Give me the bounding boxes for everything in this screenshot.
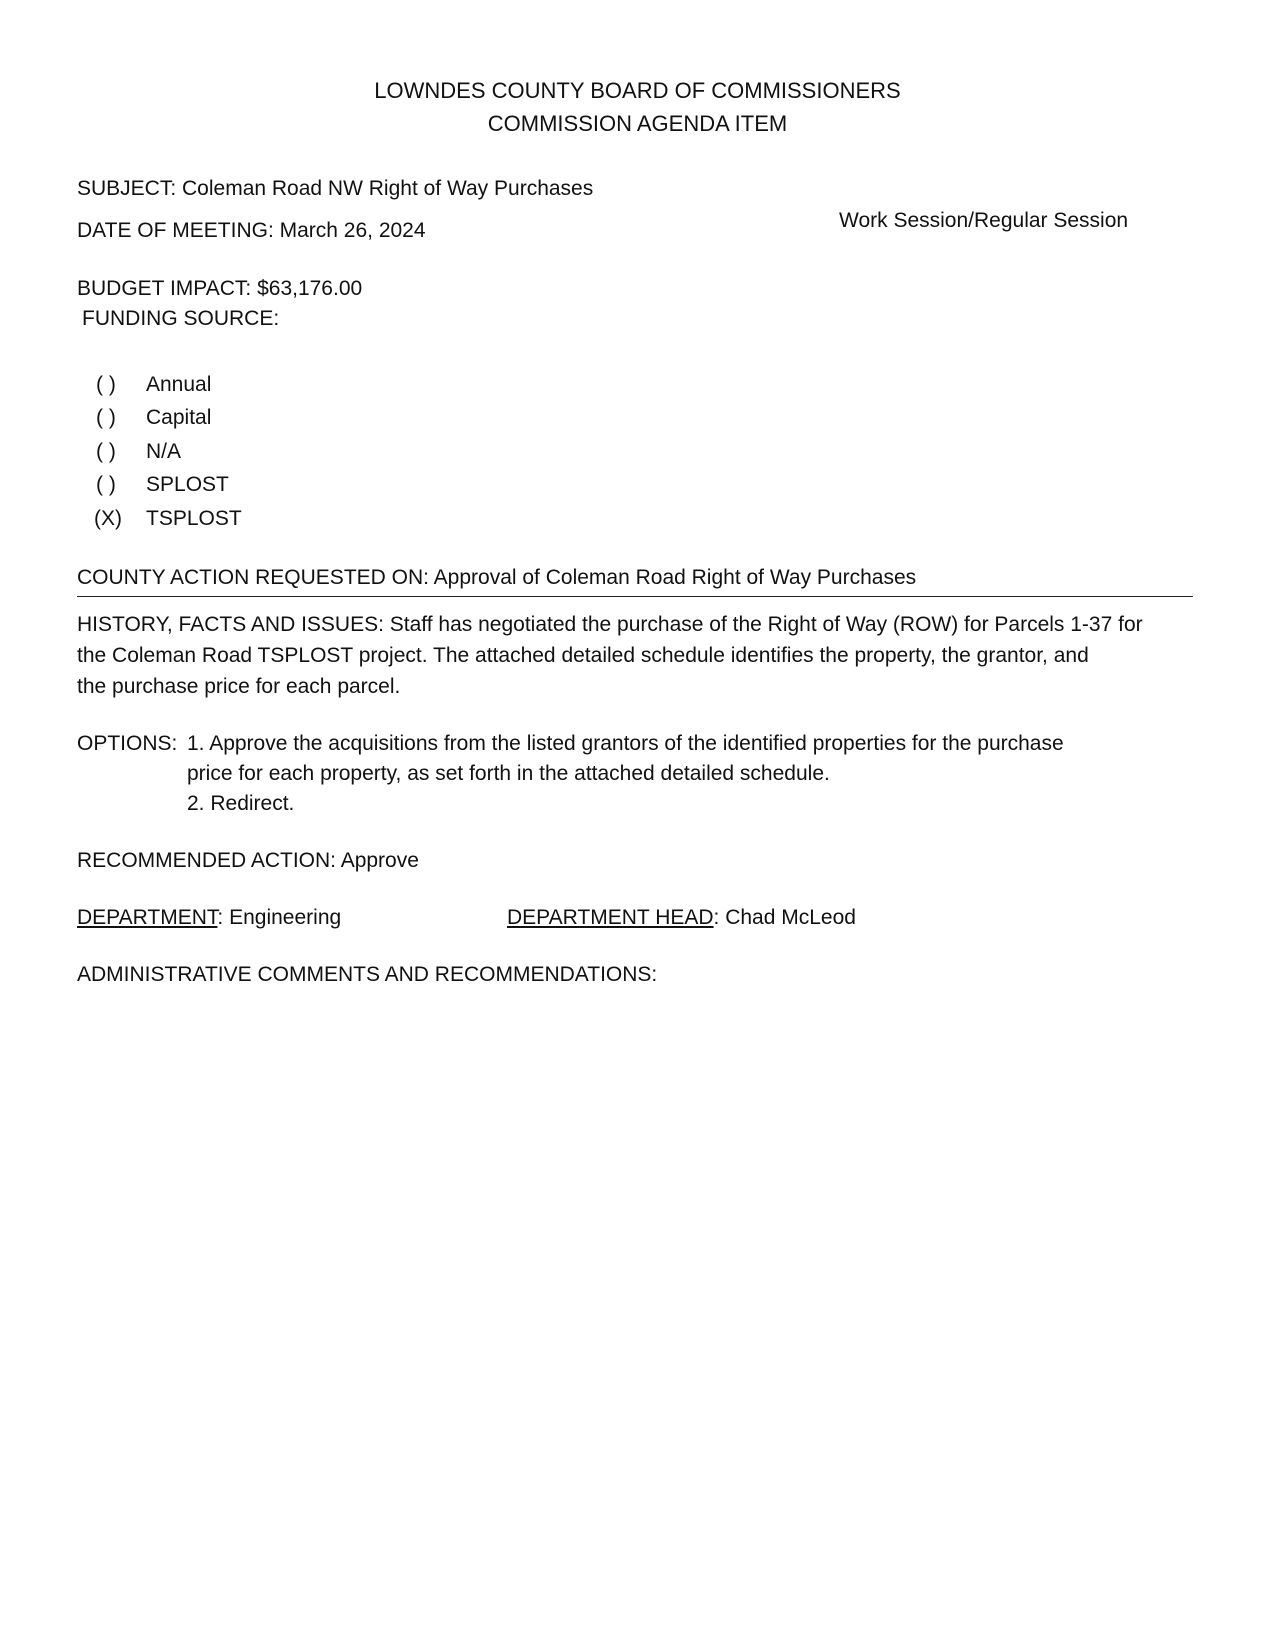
funding-option-capital: [0, 403, 400, 433]
department-label: DEPARTMENT: [77, 906, 218, 929]
date-of-meeting: DATE OF MEETING: March 26, 2024: [77, 219, 426, 242]
funding-option-label: N/A: [146, 440, 182, 463]
county-action-requested: COUNTY ACTION REQUESTED ON: Approval of Coleman Road Right of Way Purchases: [77, 566, 917, 589]
funding-option-annual: [0, 370, 400, 400]
recommended-action: RECOMMENDED ACTION: Approve: [77, 849, 419, 872]
options-label: OPTIONS:: [77, 732, 178, 755]
funding-option-label: SPLOST: [146, 473, 229, 496]
header-title: LOWNDES COUNTY BOARD OF COMMISSIONERS: [374, 78, 901, 103]
history-line: HISTORY, FACTS AND ISSUES: Staff has negotiated the purchase of the Right of Way (ROW) for Parcels 1-37 for: [77, 613, 1143, 636]
history-facts-issues: [77, 609, 1207, 702]
header-subtitle: COMMISSION AGENDA ITEM: [487, 111, 788, 136]
funding-option-label: Capital: [146, 406, 212, 429]
option-line: price for each property, as set forth in the attached detailed schedule.: [187, 762, 830, 785]
funding-option-mark: ( ): [96, 373, 116, 396]
option-line: 1. Approve the acquisitions from the listed grantors of the identified properties for the purchase: [187, 732, 1064, 755]
administrative-comments: ADMINISTRATIVE COMMENTS AND RECOMMENDATIONS:: [77, 963, 658, 986]
history-line: the Coleman Road TSPLOST project. The attached detailed schedule identifies the property, the grantor, and: [77, 644, 1089, 667]
department-head-value: : Chad McLeod: [713, 906, 856, 929]
funding-option-na: [0, 437, 400, 467]
options-list: [187, 729, 1207, 819]
department-head-label: DEPARTMENT HEAD: [507, 906, 714, 929]
department-head: [507, 903, 856, 932]
budget-impact: BUDGET IMPACT: $63,176.00: [77, 277, 363, 300]
history-line: the purchase price for each parcel.: [77, 675, 401, 698]
session-type: Work Session/Regular Session: [839, 209, 1129, 232]
funding-option-mark: ( ): [96, 406, 116, 429]
funding-option-mark: (X): [94, 507, 122, 530]
department: [77, 903, 341, 932]
option-line: 2. Redirect.: [187, 792, 295, 815]
funding-source-label: FUNDING SOURCE:: [82, 307, 280, 330]
funding-option-mark: ( ): [96, 473, 116, 496]
funding-option-splost: [0, 470, 400, 500]
funding-option-mark: ( ): [96, 440, 116, 463]
section-divider: [77, 596, 1193, 597]
funding-option-label: TSPLOST: [146, 507, 242, 530]
department-value: : Engineering: [217, 906, 342, 929]
funding-option-label: Annual: [146, 373, 212, 396]
funding-option-tsplost: [0, 504, 400, 534]
subject: SUBJECT: Coleman Road NW Right of Way Purchases: [77, 177, 594, 200]
